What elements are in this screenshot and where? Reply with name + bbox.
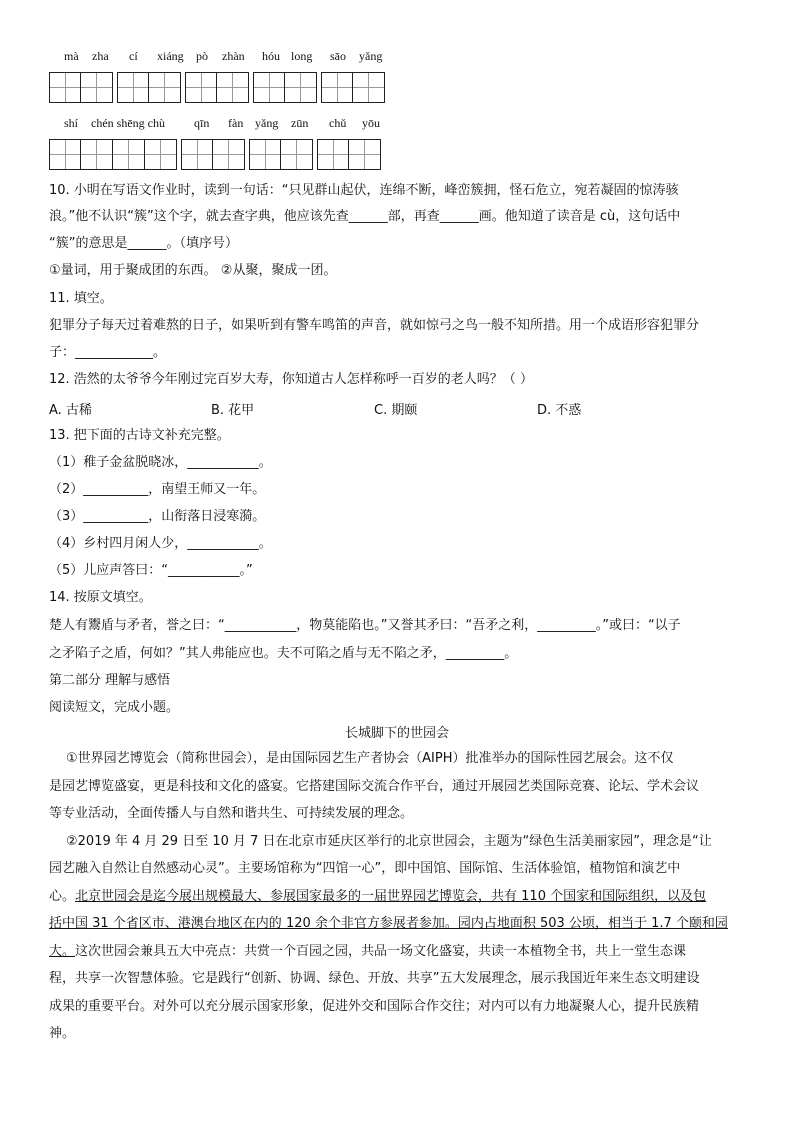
pinyin: yǎng (255, 116, 279, 130)
grid-cell (349, 139, 381, 170)
q14-line-3: 之矛陷子之盾，何如？”其人弗能应也。夫不可陷之盾与无不陷之矛，_________。 (49, 646, 518, 661)
writing-grid-1 (49, 72, 385, 103)
grid-cell (81, 72, 113, 103)
p2-line-5 (49, 943, 686, 961)
q13-heading: 13. 把下面的古诗文补充完整。 (49, 428, 230, 443)
q10-options: ①量词，用于聚成团的东西。 ②从聚，聚成一团。 (49, 263, 337, 278)
q13-item-2: （2）__________，南望王师又一年。 (49, 482, 266, 497)
part2-instruction: 阅读短文，完成小题。 (49, 700, 180, 715)
q10-line-2: 浪。”他不认识“簇”这个字，就去查字典，他应该先查______部，再查______画。他知道了读音是 cù，这句话中 (49, 209, 681, 224)
grid-cell (253, 72, 285, 103)
p2-line-4: 括中国 31 个省区市、港澳台地区在内的 120 余个非官方参展者参加。园内占地面积 503 公顷，相当于 1.7 个颐和园 (49, 916, 728, 931)
q12-question: 12. 浩然的太爷爷今年刚过完百岁大寿，你知道古人怎样称呼一百岁的老人吗？（ ） (49, 372, 533, 387)
p2-underlined-end: 大。 (49, 944, 76, 959)
pinyin: cí (129, 49, 138, 63)
q12-option-c: C. 期颐 (374, 403, 418, 418)
grid-cell (249, 139, 281, 170)
q14-heading: 14. 按原文填空。 (49, 590, 152, 605)
grid-cell (49, 72, 81, 103)
q11-heading: 11. 填空。 (49, 291, 113, 306)
pinyin: pò (196, 49, 208, 63)
p2-line-3-plain: 心。 (49, 889, 76, 904)
q13-item-5: （5）儿应声答曰：“___________。” (49, 563, 253, 578)
q12-option-d: D. 不惑 (537, 403, 582, 418)
grid-cell (353, 72, 385, 103)
pinyin: qīn (194, 116, 210, 130)
pinyin: hóu (262, 49, 280, 63)
pinyin: shí (64, 116, 79, 130)
grid-cell (145, 139, 177, 170)
pinyin: long (291, 49, 313, 63)
q10-line-3: “簇”的意思是______。（填序号） (49, 236, 238, 251)
grid-cell (117, 72, 149, 103)
p2-line-1: ②2019 年 4 月 29 日至 10 月 7 日在北京市延庆区举行的北京世园会，主题为“绿色生活美丽家园”，理念是“让 (66, 834, 712, 849)
grid-cell (185, 72, 217, 103)
q13-item-4: （4）乡村四月闲人少，___________。 (49, 536, 272, 551)
q11-line-3: 子：____________。 (49, 345, 167, 360)
p1-line-2: 是园艺博览盛宴，更是科技和文化的盛宴。它搭建国际交流合作平台，通过开展园艺类国际竞赛、论坛、学术会议 (49, 779, 700, 794)
grid-cell (149, 72, 181, 103)
pinyin: zhàn (222, 49, 245, 63)
q14-line-2: 楚人有鬻盾与矛者，誉之曰：“___________，物莫能陷也。”又誉其矛曰：“吾矛之利，_________。”或曰：“以子 (49, 618, 681, 633)
q12-option-a: A. 古稀 (49, 403, 92, 418)
q11-line-2: 犯罪分子每天过着难熬的日子，如果听到有警车鸣笛的声音，就如惊弓之鸟一般不知所措。用一个成语形容犯罪分 (49, 318, 700, 333)
grid-cell (49, 139, 81, 170)
grid-cell (181, 139, 213, 170)
pinyin: sāo (330, 49, 346, 63)
grid-cell (285, 72, 317, 103)
pinyin: mà (64, 49, 79, 63)
part2-heading: 第二部分 理解与感悟 (49, 673, 171, 688)
p1-line-3: 等专业活动，全面传播人与自然和谐共生、可持续发展的理念。 (49, 806, 414, 821)
grid-cell (81, 139, 113, 170)
pinyin: zūn (291, 116, 309, 130)
q13-item-1: （1）稚子金盆脱晓冰，___________。 (49, 455, 272, 470)
p2-line-5-plain: 这次世园会兼具五大中亮点：共赏一个百园之园，共品一场文化盛宴，共读一本植物全书，共上一堂生态课 (75, 944, 687, 959)
pinyin: yǎng (359, 49, 383, 63)
pinyin: yōu (362, 116, 380, 130)
p2-line-7: 成果的重要平台。对外可以充分展示国家形象，促进外交和国际合作交往；对内可以有力地凝聚人心，提升民族精 (49, 999, 700, 1014)
grid-cell (317, 139, 349, 170)
q13-item-3: （3）__________，山衔落日浸寒漪。 (49, 509, 266, 524)
q10-line-1: 10. 小明在写语文作业时，读到一句话：“只见群山起伏，连绵不断，峰峦簇拥，怪石危立，宛若凝固的惊涛骇 (49, 183, 679, 198)
grid-cell (321, 72, 353, 103)
p2-line-8: 神。 (49, 1026, 76, 1041)
pinyin: fàn (228, 116, 244, 130)
pinyin: chǔ (329, 116, 347, 130)
passage-title: 长城脚下的世园会 (344, 726, 449, 741)
p2-line-6: 程，共享一次智慧体验。它是践行“创新、协调、绿色、开放、共享”五大发展理念，展示我国近年来生态文明建设 (49, 971, 700, 986)
pinyin: zha (92, 49, 109, 63)
pinyin: chén shēng chù (91, 116, 165, 130)
p2-line-2: 园艺融入自然让自然感动心灵”。主要场馆称为“四馆一心”，即中国馆、国际馆、生活体验馆，植物馆和演艺中 (49, 861, 681, 876)
q12-option-b: B. 花甲 (211, 403, 255, 418)
p1-line-1: ①世界园艺博览会（简称世园会），是由国际园艺生产者协会（AIPH）批准举办的国际性园艺展会。这不仅 (66, 751, 674, 766)
p2-line-3 (49, 888, 706, 906)
pinyin: xiáng (157, 49, 184, 63)
grid-cell (217, 72, 249, 103)
grid-cell (113, 139, 145, 170)
writing-grid-2 (49, 139, 381, 170)
grid-cell (213, 139, 245, 170)
grid-cell (281, 139, 313, 170)
p2-underlined-text: 北京世园会是迄今展出规模最大、参展国家最多的一届世界园艺博览会，共有 110 个国家和国际组织，以及包 (75, 889, 707, 904)
